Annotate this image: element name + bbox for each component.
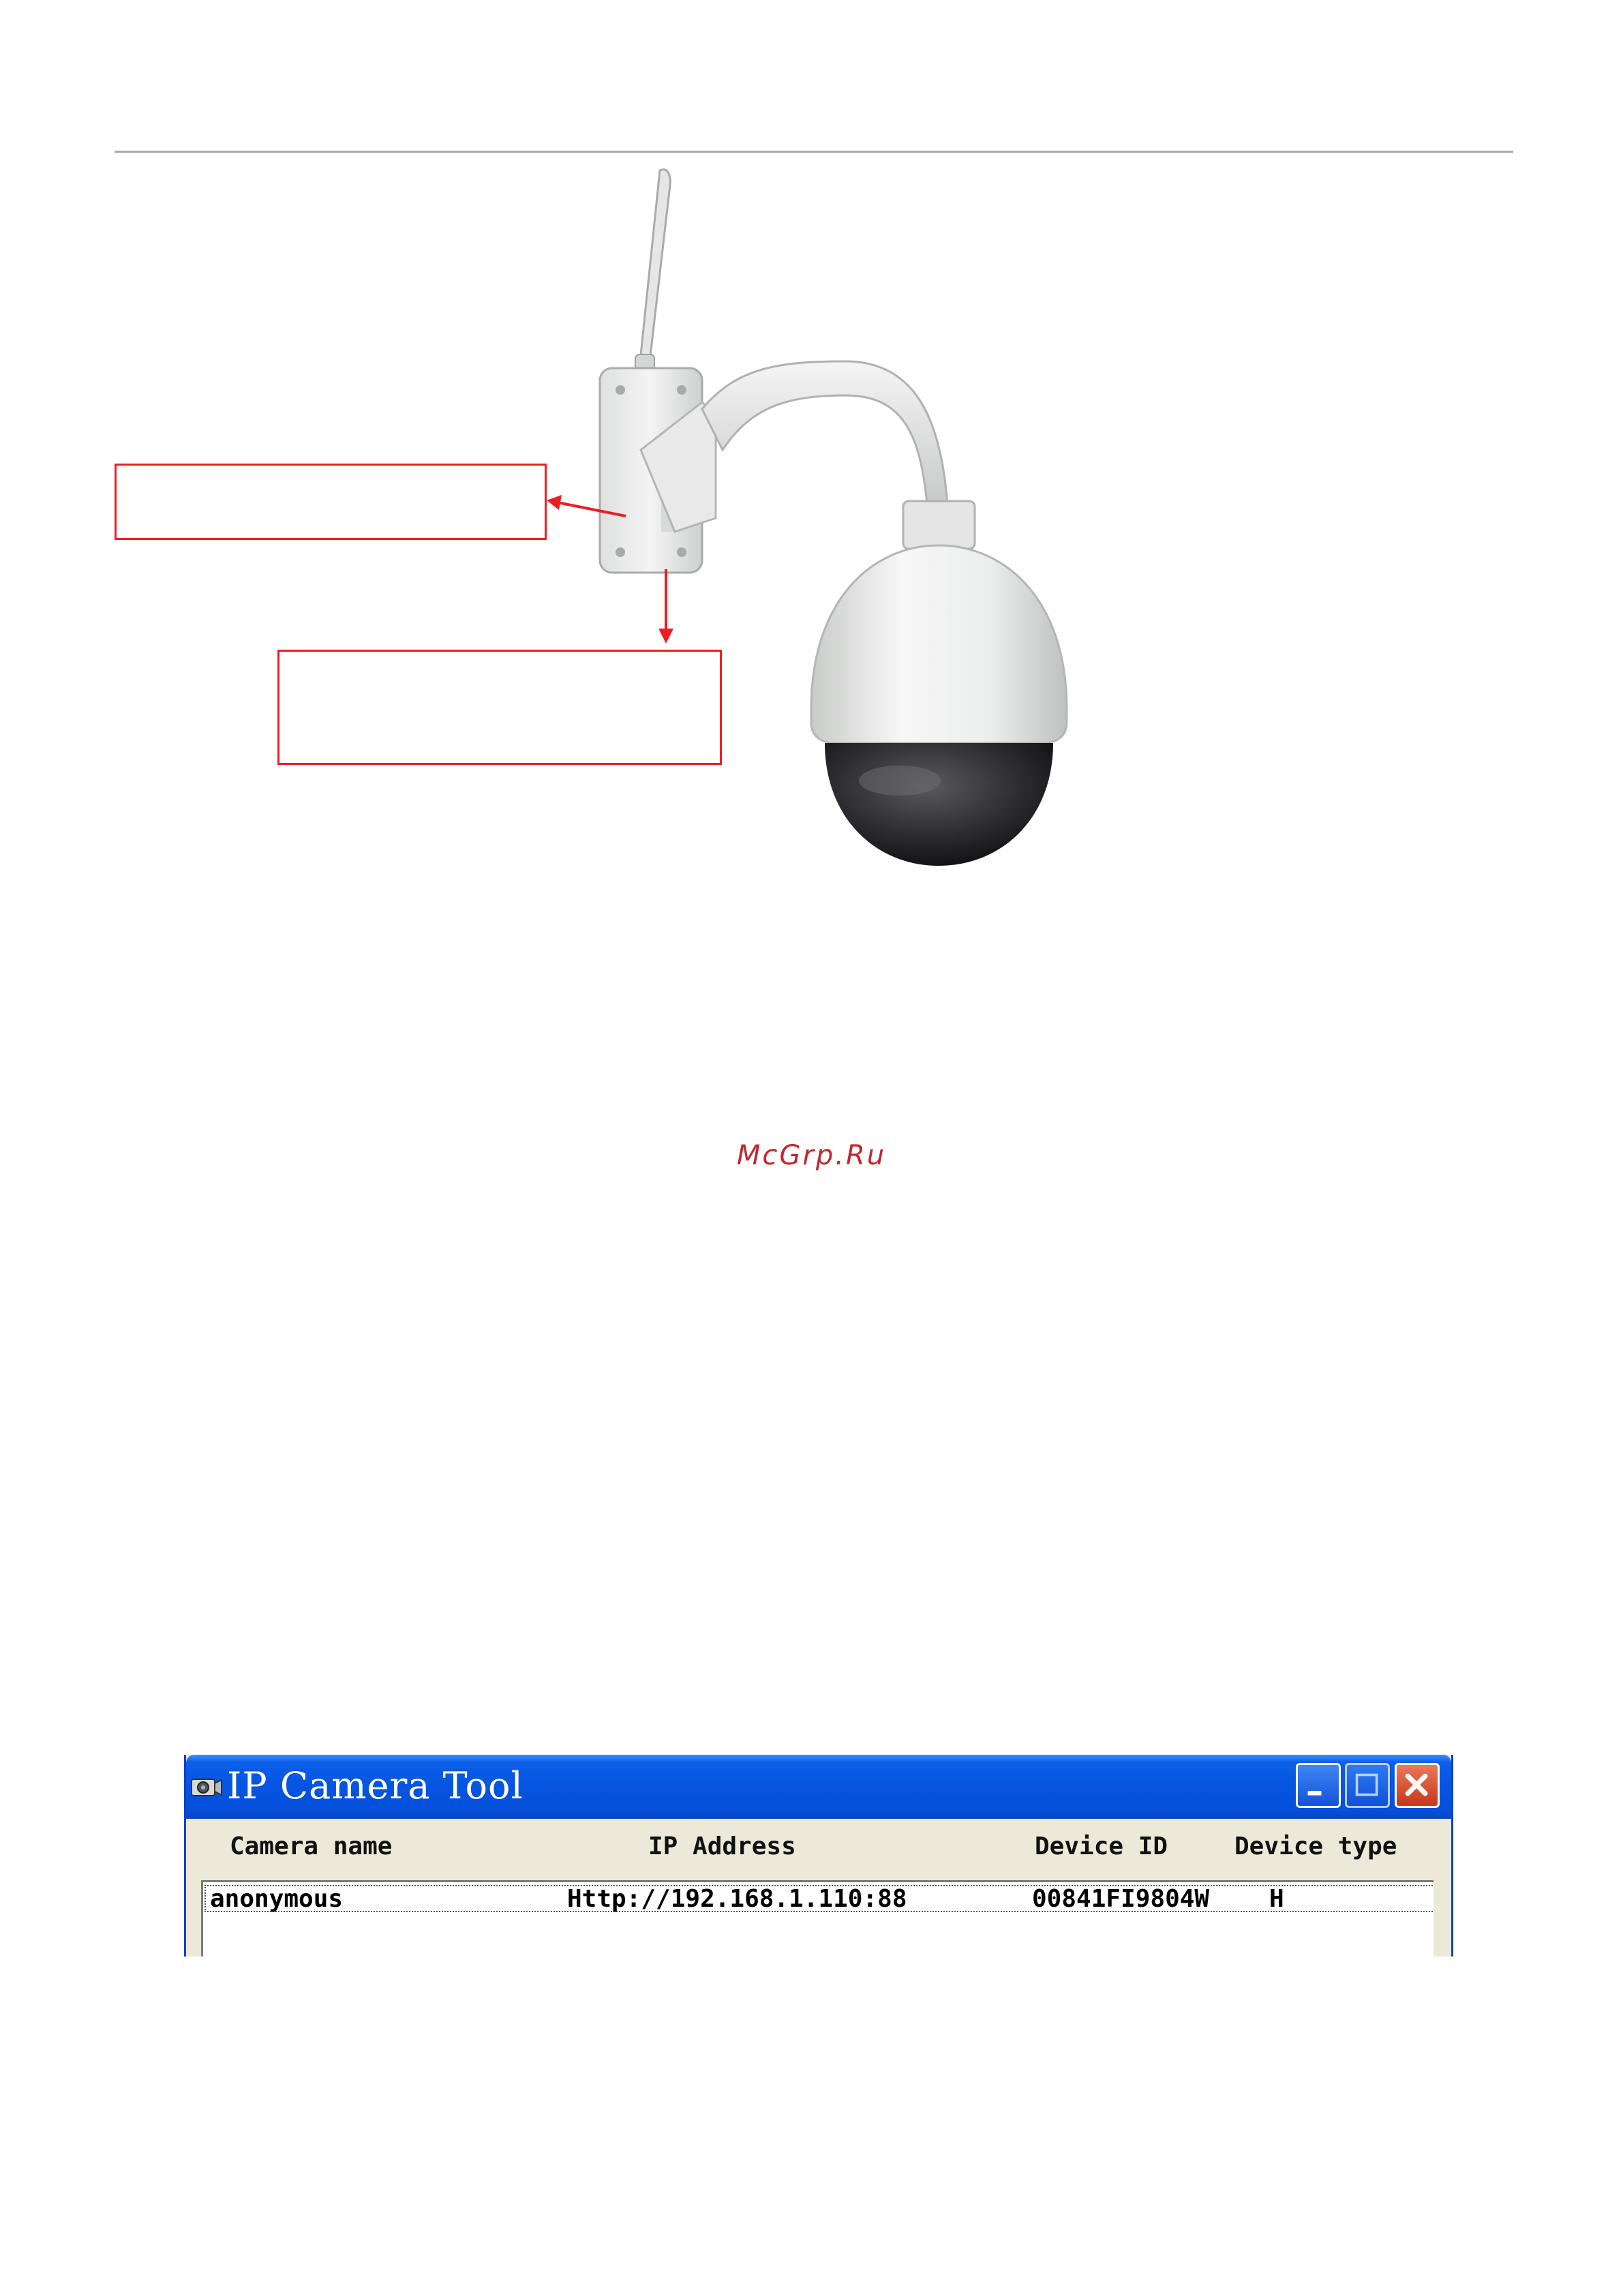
- camera-app-icon: [190, 1774, 223, 1801]
- camera-illustration: [559, 164, 1104, 879]
- header-rule: [115, 151, 1513, 153]
- column-header-device-type[interactable]: Device type: [1234, 1832, 1397, 1860]
- watermark: McGrp.Ru: [736, 1140, 887, 1171]
- cell-ip-address: Http://192.168.1.110:88: [567, 1885, 907, 1913]
- list-scroll-edge: [1434, 1880, 1444, 1957]
- close-icon: [1397, 1765, 1438, 1806]
- maximize-button[interactable]: [1345, 1763, 1390, 1808]
- maximize-icon: [1347, 1765, 1388, 1806]
- table-row[interactable]: [204, 1885, 1438, 1912]
- column-header-device-id[interactable]: Device ID: [1035, 1832, 1168, 1860]
- camera-photo: [559, 164, 1104, 879]
- cell-camera-name: anonymous: [210, 1885, 344, 1913]
- minimize-icon: [1298, 1765, 1339, 1806]
- window-title: IP Camera Tool: [227, 1764, 524, 1807]
- cell-device-type: H: [1269, 1885, 1284, 1913]
- ip-camera-tool-window: [184, 1755, 1453, 1957]
- column-header-ip-address[interactable]: IP Address: [648, 1832, 796, 1860]
- cell-device-id: 00841FI9804W: [1032, 1885, 1210, 1913]
- list-header: [186, 1819, 1451, 1868]
- close-button[interactable]: [1395, 1763, 1440, 1808]
- camera-list[interactable]: [201, 1880, 1442, 1957]
- bottom-callout-box: [277, 650, 722, 765]
- column-header-camera-name[interactable]: Camera name: [230, 1832, 393, 1860]
- title-bar[interactable]: [186, 1755, 1451, 1819]
- side-callout-box: [115, 464, 547, 540]
- minimize-button[interactable]: [1296, 1763, 1341, 1808]
